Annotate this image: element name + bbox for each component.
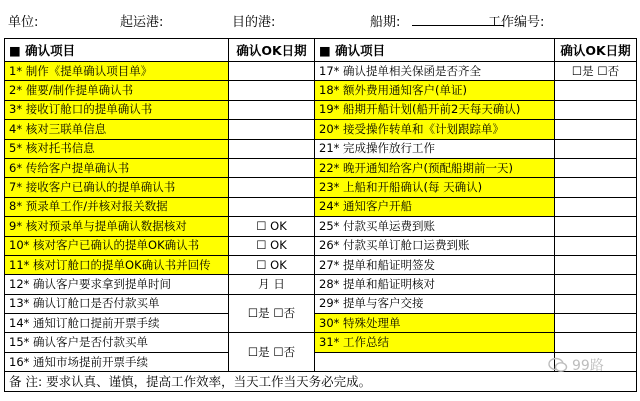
table-row (5, 217, 637, 236)
date-cell[interactable] (229, 178, 315, 197)
month-day-field[interactable]: 月 日 (229, 275, 315, 294)
date-cell[interactable] (229, 139, 315, 158)
right-item-header: ■ 确认项目 (315, 39, 555, 62)
yes-no-checkbox[interactable]: ☐是 ☐否 (229, 333, 315, 372)
list-item: 9* 核对预录单与提单确认数据核对 (5, 217, 229, 236)
dest-port-label: 目的港: (232, 15, 276, 30)
list-item: 12* 确认客户要求拿到提单时间 (5, 275, 229, 294)
table-row (5, 197, 637, 216)
date-cell[interactable] (555, 158, 637, 177)
form-header (0, 0, 640, 38)
date-cell[interactable] (555, 352, 637, 371)
list-item: 28* 提单和船证明核对 (315, 275, 555, 294)
date-cell[interactable] (555, 294, 637, 313)
note-row (5, 372, 637, 391)
table-row (5, 236, 637, 255)
list-item: 22* 晚开通知给客户(预配船期前一天) (315, 158, 555, 177)
table-row (5, 255, 637, 274)
list-item: 13* 确认订舱口是否付款买单 (5, 294, 229, 313)
list-item: 21* 完成操作放行工作 (315, 139, 555, 158)
date-cell[interactable] (229, 197, 315, 216)
date-cell[interactable] (555, 197, 637, 216)
right-date-header: 确认OK日期 (555, 39, 637, 62)
list-item: 26* 付款买单订舱口运费到账 (315, 236, 555, 255)
date-cell[interactable] (555, 275, 637, 294)
list-item: 24* 通知客户开船 (315, 197, 555, 216)
table-row (5, 314, 637, 333)
list-item: 7* 接收客户已确认的提单确认书 (5, 178, 229, 197)
list-item: 23* 上船和开船确认(每 天确认) (315, 178, 555, 197)
list-item: 15* 确认客户是否付款买单 (5, 333, 229, 352)
confirmation-table (4, 38, 637, 392)
date-cell[interactable] (555, 236, 637, 255)
date-cell[interactable] (555, 333, 637, 352)
left-item-header: ■ 确认项目 (5, 39, 229, 62)
table-row (5, 81, 637, 100)
date-cell[interactable] (555, 81, 637, 100)
yes-no-checkbox[interactable]: ☐是 ☐否 (229, 294, 315, 333)
date-cell[interactable] (555, 217, 637, 236)
list-item: 19* 船期开船计划(船开前2天每天确认) (315, 100, 555, 119)
table-row (5, 333, 637, 352)
date-cell[interactable] (555, 255, 637, 274)
table-row (5, 178, 637, 197)
date-cell[interactable] (229, 81, 315, 100)
note-text: 备 注: 要求认真、谨慎，提高工作效率，当天工作当天务必完成。 (5, 372, 637, 391)
date-cell[interactable] (555, 314, 637, 333)
table-row (5, 158, 637, 177)
job-no-label: 工作编号: (488, 15, 545, 30)
date-cell[interactable] (555, 120, 637, 139)
table-row (5, 120, 637, 139)
list-item: 8* 预录单工作/并核对报关数据 (5, 197, 229, 216)
table-row (5, 139, 637, 158)
yes-no-checkbox[interactable]: ☐是 ☐否 (555, 62, 637, 81)
date-cell[interactable] (229, 62, 315, 81)
date-cell[interactable] (229, 158, 315, 177)
list-item: 3* 接收订舱口的提单确认书 (5, 100, 229, 119)
ok-checkbox[interactable]: ☐ OK (229, 236, 315, 255)
table-row (5, 352, 637, 371)
date-cell[interactable] (555, 100, 637, 119)
list-item: 6* 传给客户提单确认书 (5, 158, 229, 177)
list-item: 31* 工作总结 (315, 333, 555, 352)
list-item: 2* 催要/制作提单确认书 (5, 81, 229, 100)
list-item: 4* 核对三联单信息 (5, 120, 229, 139)
date-cell[interactable] (555, 139, 637, 158)
origin-port-label: 起运港: (120, 15, 164, 30)
date-cell[interactable] (555, 178, 637, 197)
unit-label: 单位: (8, 15, 39, 30)
list-item: 29* 提单与客户交接 (315, 294, 555, 313)
table-row (5, 275, 637, 294)
ok-checkbox[interactable]: ☐ OK (229, 255, 315, 274)
list-item: 30* 特殊处理单 (315, 314, 555, 333)
list-item: 20* 接受操作转单和《计划跟踪单》 (315, 120, 555, 139)
table-header-row (5, 39, 637, 62)
watermark-text: 99路 (572, 358, 604, 374)
list-item: 16* 通知市场提前开票手续 (5, 352, 229, 371)
list-item: 1* 制作《提单确认项目单》 (5, 62, 229, 81)
list-item: 11* 核对订舱口的提单OK确认书并回传 (5, 255, 229, 274)
ok-checkbox[interactable]: ☐ OK (229, 217, 315, 236)
list-item: 27* 提单和船证明签发 (315, 255, 555, 274)
date-cell[interactable] (229, 100, 315, 119)
date-cell[interactable] (229, 120, 315, 139)
table-row (5, 62, 637, 81)
list-item: 17* 确认提单相关保函是否齐全 (315, 62, 555, 81)
list-item (315, 352, 555, 371)
left-date-header: 确认OK日期 (229, 39, 315, 62)
list-item: 14* 通知订舱口提前开票手续 (5, 314, 229, 333)
table-row (5, 294, 637, 313)
table-row (5, 100, 637, 119)
sailing-date-label: 船期: (370, 15, 401, 30)
list-item: 10* 核对客户已确认的提单OK确认书 (5, 236, 229, 255)
list-item: 25* 付款买单运费到账 (315, 217, 555, 236)
list-item: 18* 额外费用通知客户(单证) (315, 81, 555, 100)
list-item: 5* 核对托书信息 (5, 139, 229, 158)
